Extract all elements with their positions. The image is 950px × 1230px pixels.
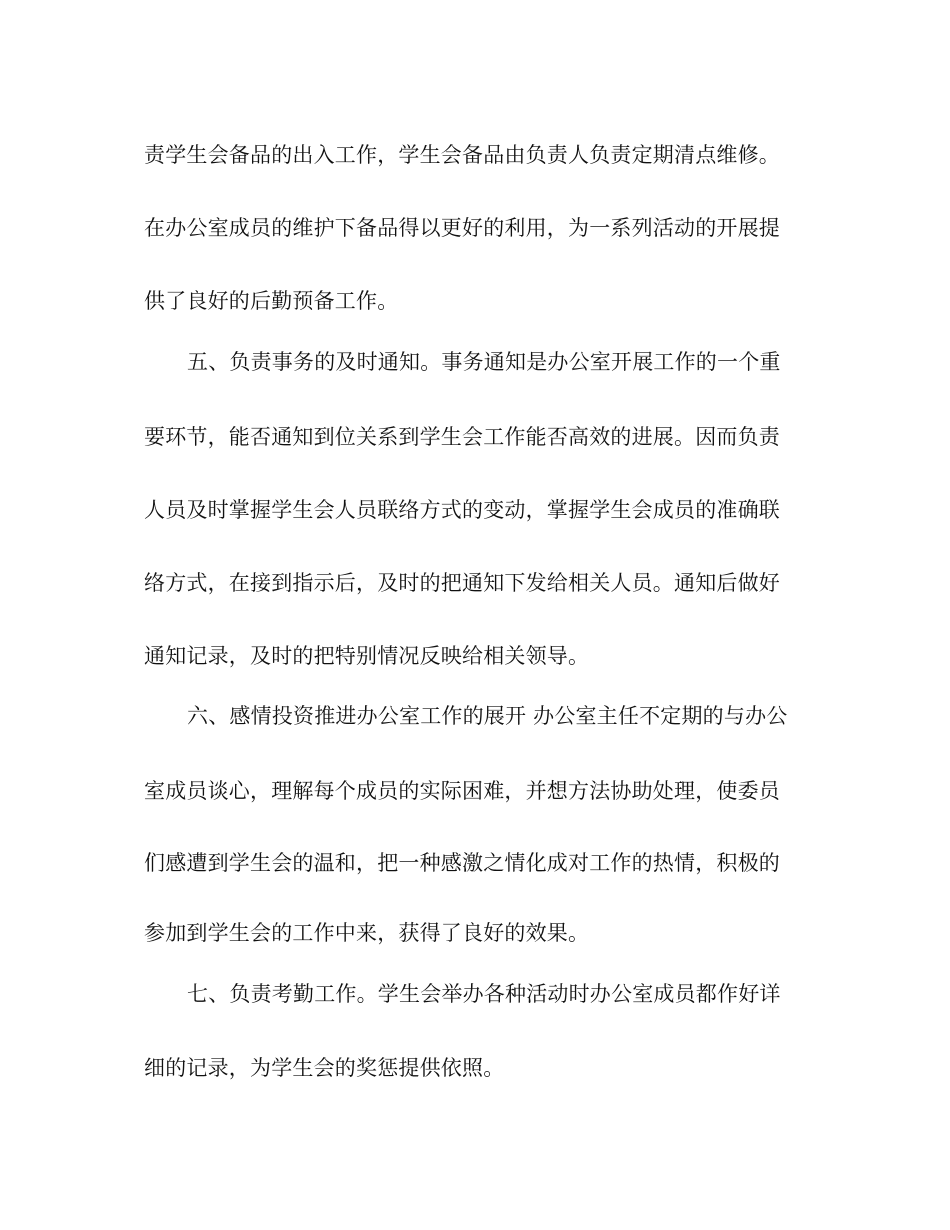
paragraph-line: 七、负责考勤工作。学生会举办各种活动时办公室成员都作好详: [187, 982, 781, 1006]
paragraph-line: 们感遭到学生会的温和，把一种感激之情化成对工作的热情，积极的: [144, 851, 780, 875]
paragraph-line: 在办公室成员的维护下备品得以更好的利用，为一系列活动的开展提: [144, 216, 780, 240]
paragraph-line: 六、感情投资推进办公室工作的展开 办公室主任不定期的与办公: [187, 704, 788, 728]
paragraph-line: 室成员谈心，理解每个成员的实际困难，并想方法协助处理，使委员: [144, 779, 780, 803]
paragraph-line: 五、负责事务的及时通知。事务通知是办公室开展工作的一个重: [187, 350, 781, 374]
paragraph-line: 络方式，在接到指示后，及时的把通知下发给相关人员。通知后做好: [144, 571, 780, 595]
paragraph-line: 细的记录，为学生会的奖惩提供依照。: [144, 1056, 505, 1080]
paragraph-line: 参加到学生会的工作中来，获得了良好的效果。: [144, 921, 590, 945]
paragraph-line: 供了良好的后勤预备工作。: [144, 289, 399, 313]
paragraph-line: 通知记录，及时的把特别情况反映给相关领导。: [144, 644, 590, 668]
paragraph-line: 人员及时掌握学生会人员联络方式的变动，掌握学生会成员的准确联: [144, 498, 780, 522]
paragraph-line: 要环节，能否通知到位关系到学生会工作能否高效的进展。因而负责: [144, 425, 780, 449]
paragraph-line: 责学生会备品的出入工作，学生会备品由负责人负责定期清点维修。: [144, 143, 780, 167]
